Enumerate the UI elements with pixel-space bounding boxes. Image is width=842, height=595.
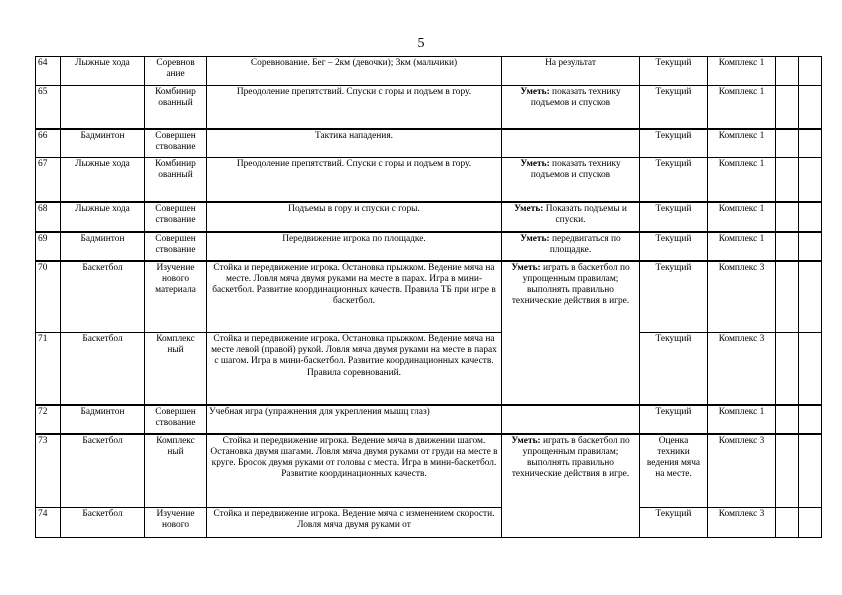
lesson-content: Стойка и передвижение игрока. Остановка прыжком. Ведение мяча на месте. Ловля мяча двумя руками на месте в парах. Игра в мини-баскетбол. Развитие координационных качеств. Правила ТБ при игре в баскетбол. xyxy=(207,261,502,333)
empty-cell xyxy=(776,57,799,86)
table-row xyxy=(36,232,822,261)
lesson-topic: Лыжные хода xyxy=(61,158,145,202)
lesson-number: 68 xyxy=(36,202,61,232)
lesson-type: Совершен ствование xyxy=(145,129,207,158)
table-row xyxy=(36,57,822,86)
lesson-topic: Баскетбол xyxy=(61,434,145,508)
lesson-requirements xyxy=(502,434,640,538)
lesson-number: 69 xyxy=(36,232,61,261)
lesson-requirements xyxy=(502,405,640,434)
lesson-requirements xyxy=(502,202,640,232)
lesson-control: Текущий xyxy=(640,261,708,333)
empty-cell xyxy=(799,202,822,232)
lesson-content: Преодоление препятствий. Спуски с горы и подъем в гору. xyxy=(207,86,502,129)
empty-cell xyxy=(776,405,799,434)
empty-cell xyxy=(799,57,822,86)
lesson-type: Комплекс ный xyxy=(145,434,207,508)
empty-cell xyxy=(776,232,799,261)
lesson-number: 71 xyxy=(36,333,61,405)
empty-cell xyxy=(799,158,822,202)
lesson-control: Текущий xyxy=(640,232,708,261)
lesson-plan-table xyxy=(35,56,822,538)
empty-cell xyxy=(799,405,822,434)
requirement-label: Уметь: xyxy=(511,262,541,273)
lesson-number: 65 xyxy=(36,86,61,129)
requirement-text: показать технику подъемов и спусков xyxy=(530,159,621,181)
requirement-text: Показать подъемы и спуски. xyxy=(543,203,627,225)
empty-cell xyxy=(776,129,799,158)
lesson-content: Тактика нападения. xyxy=(207,129,502,158)
lesson-topic: Бадминтон xyxy=(61,129,145,158)
lesson-type: Комплекс ный xyxy=(145,333,207,405)
requirement-label: Уметь: xyxy=(511,435,541,446)
table-row xyxy=(36,434,822,508)
empty-cell xyxy=(799,261,822,333)
lesson-requirements: На результат xyxy=(502,57,640,86)
lesson-control: Текущий xyxy=(640,129,708,158)
lesson-control: Текущий xyxy=(640,202,708,232)
table-row xyxy=(36,202,822,232)
lesson-complex: Комплекс 1 xyxy=(708,57,776,86)
lesson-topic: Баскетбол xyxy=(61,261,145,333)
table-row xyxy=(36,508,822,538)
lesson-content: Стойка и передвижение игрока. Остановка прыжком. Ведение мяча на месте левой (правой) рукой. Ловля мяча двумя руками на месте в парах с шагом. Игра в мини-баскетбол. Развитие координационных качеств. Правила соревнований. xyxy=(207,333,502,405)
lesson-number: 66 xyxy=(36,129,61,158)
lesson-content: Передвижение игрока по площадке. xyxy=(207,232,502,261)
lesson-control: Текущий xyxy=(640,333,708,405)
lesson-requirements xyxy=(502,232,640,261)
lesson-topic: Лыжные хода xyxy=(61,57,145,86)
page-number: 5 xyxy=(417,36,425,51)
table-row xyxy=(36,333,822,405)
empty-cell xyxy=(799,86,822,129)
lesson-complex: Комплекс 1 xyxy=(708,86,776,129)
empty-cell xyxy=(799,232,822,261)
lesson-content: Стойка и передвижение игрока. Ведение мяча в движении шагом. Остановка двумя шагами. Ловля мяча двумя руками от груди на месте в круге. Бросок двумя руками от головы с места. Игра в мини-баскетбол. Развитие координационных качеств. xyxy=(207,434,502,508)
empty-cell xyxy=(776,261,799,333)
lesson-control: Текущий xyxy=(640,158,708,202)
empty-cell xyxy=(776,508,799,538)
lesson-complex: Комплекс 1 xyxy=(708,158,776,202)
lesson-control: Текущий xyxy=(640,57,708,86)
lesson-requirements xyxy=(502,261,640,405)
table-row xyxy=(36,129,822,158)
empty-cell xyxy=(799,333,822,405)
lesson-topic: Бадминтон xyxy=(61,405,145,434)
lesson-complex: Комплекс 3 xyxy=(708,508,776,538)
lesson-type: Изучение нового материала xyxy=(145,261,207,333)
lesson-complex: Комплекс 3 xyxy=(708,434,776,508)
requirement-label: Уметь: xyxy=(520,233,550,244)
lesson-content: Стойка и передвижение игрока. Ведение мяча с изменением скорости. Ловля мяча двумя руками от xyxy=(207,508,502,538)
lesson-complex: Комплекс 3 xyxy=(708,261,776,333)
lesson-requirements xyxy=(502,86,640,129)
lesson-control: Текущий xyxy=(640,405,708,434)
lesson-complex: Комплекс 3 xyxy=(708,333,776,405)
lesson-topic: Лыжные хода xyxy=(61,202,145,232)
lesson-type: Совершен ствование xyxy=(145,232,207,261)
lesson-type: Комбинир ованный xyxy=(145,158,207,202)
lesson-topic: Баскетбол xyxy=(61,333,145,405)
lesson-complex: Комплекс 1 xyxy=(708,405,776,434)
lesson-type: Изучение нового xyxy=(145,508,207,538)
lesson-content: Учебная игра (упражнения для укрепления мышц глаз) xyxy=(207,405,502,434)
lesson-number: 73 xyxy=(36,434,61,508)
empty-cell xyxy=(776,86,799,129)
empty-cell xyxy=(799,434,822,508)
lesson-type: Комбинир ованный xyxy=(145,86,207,129)
empty-cell xyxy=(776,434,799,508)
lesson-complex: Комплекс 1 xyxy=(708,129,776,158)
lesson-content: Соревнование. Бег – 2км (девочки); 3км (мальчики) xyxy=(207,57,502,86)
lesson-number: 70 xyxy=(36,261,61,333)
lesson-type: Соревнов ание xyxy=(145,57,207,86)
lesson-requirements xyxy=(502,158,640,202)
requirement-text: передвигаться по площадке. xyxy=(549,233,621,255)
table-row xyxy=(36,261,822,333)
lesson-topic xyxy=(61,86,145,129)
lesson-type: Совершен ствование xyxy=(145,202,207,232)
lesson-complex: Комплекс 1 xyxy=(708,232,776,261)
table-row xyxy=(36,158,822,202)
lesson-number: 72 xyxy=(36,405,61,434)
lesson-control: Текущий xyxy=(640,508,708,538)
lesson-topic: Баскетбол xyxy=(61,508,145,538)
lesson-type: Совершен ствование xyxy=(145,405,207,434)
empty-cell xyxy=(799,129,822,158)
table-row xyxy=(36,86,822,129)
lesson-requirements xyxy=(502,129,640,158)
empty-cell xyxy=(799,508,822,538)
requirement-text: играть в баскетбол по упрощенным правилам; выполнять правильно технические действия в игре. xyxy=(511,435,630,480)
lesson-content: Преодоление препятствий. Спуски с горы и подъем в гору. xyxy=(207,158,502,202)
empty-cell xyxy=(776,333,799,405)
lesson-number: 64 xyxy=(36,57,61,86)
requirement-label: Уметь: xyxy=(514,203,544,214)
requirement-text: показать технику подъемов и спусков xyxy=(530,87,621,109)
lesson-topic: Бадминтон xyxy=(61,232,145,261)
lesson-control: Оценка техники ведения мяча на месте. xyxy=(640,434,708,508)
table-row xyxy=(36,405,822,434)
requirement-text: играть в баскетбол по упрощенным правилам; выполнять правильно технические действия в игре. xyxy=(511,262,630,307)
requirement-label: Уметь: xyxy=(520,87,550,97)
empty-cell xyxy=(776,158,799,202)
lesson-number: 74 xyxy=(36,508,61,538)
lesson-complex: Комплекс 1 xyxy=(708,202,776,232)
lesson-content: Подъемы в гору и спуски с горы. xyxy=(207,202,502,232)
requirement-label: Уметь: xyxy=(520,159,550,169)
lesson-number: 67 xyxy=(36,158,61,202)
lesson-control: Текущий xyxy=(640,86,708,129)
empty-cell xyxy=(776,202,799,232)
